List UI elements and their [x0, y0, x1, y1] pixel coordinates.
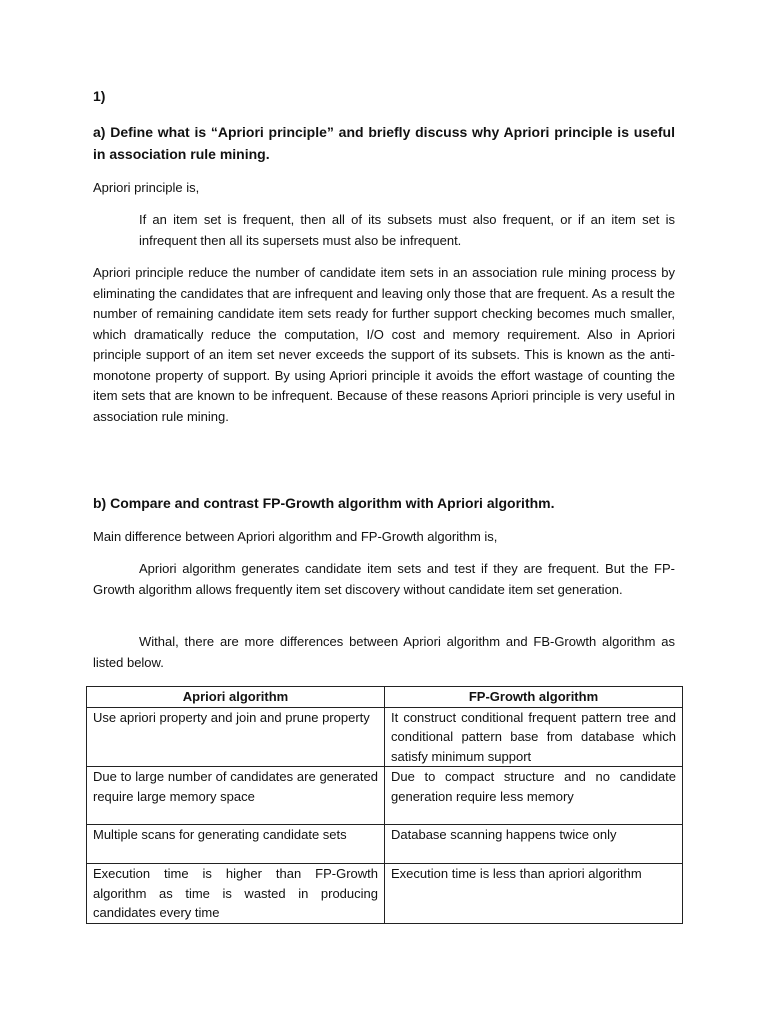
question-number: 1) [93, 88, 106, 104]
table-cell-fp-growth: Execution time is less than apriori algorithm [385, 864, 683, 924]
table-cell-apriori: Multiple scans for generating candidate sets [87, 825, 385, 864]
withal-paragraph: Withal, there are more differences between Apriori algorithm and FB-Growth algorithm as listed below. [93, 634, 675, 670]
table-cell-apriori: Use apriori property and join and prune property [87, 707, 385, 767]
part-a-intro: Apriori principle is, [93, 180, 200, 195]
table-row [87, 707, 683, 767]
part-b-heading: b) Compare and contrast FP-Growth algorithm with Apriori algorithm. [93, 495, 555, 511]
part-a-heading: a) Define what is “Apriori principle” and briefly discuss why Apriori principle is useful in association rule mining. [93, 124, 675, 162]
difference-detail: Apriori algorithm generates candidate item sets and test if they are frequent. But the FP-Growth algorithm allows frequently item set discovery without candidate item set generation. [93, 561, 675, 597]
header-apriori: Apriori algorithm [87, 687, 385, 708]
table-cell-apriori: Execution time is higher than FP-Growth algorithm as time is wasted in producing candidates every time [87, 864, 385, 924]
main-difference-intro: Main difference between Apriori algorithm and FP-Growth algorithm is, [93, 529, 498, 544]
table-row [87, 825, 683, 864]
table-cell-fp-growth: It construct conditional frequent pattern tree and conditional pattern base from database which satisfy minimum support [385, 707, 683, 767]
apriori-definition: If an item set is frequent, then all of its subsets must also frequent, or if an item set is infrequent then all its supersets must also be infrequent. [139, 212, 675, 248]
table-row [87, 767, 683, 825]
table-cell-fp-growth: Database scanning happens twice only [385, 825, 683, 864]
table-cell-fp-growth: Due to compact structure and no candidate generation require less memory [385, 767, 683, 825]
header-fp-growth: FP-Growth algorithm [385, 687, 683, 708]
table-cell-apriori: Due to large number of candidates are generated require large memory space [87, 767, 385, 825]
table-row [87, 864, 683, 924]
table-header-row [87, 687, 683, 708]
comparison-table [86, 686, 683, 924]
apriori-explanation: Apriori principle reduce the number of candidate item sets in an association rule mining process by eliminating the candidates that are infrequent and leaving only those that are frequent. As a result the number of remaining candidate item sets ready for further support checking becomes much smaller, which dramatically reduce the computation, I/O cost and memory requirement. Also in Apriori principle support of an item set never exceeds the support of its subsets. This is known as the anti-monotone property of support. By using Apriori principle it avoids the effort wastage of counting the item sets that are known to be infrequent. Because of these reasons Apriori principle is very useful in association rule mining. [93, 265, 675, 424]
